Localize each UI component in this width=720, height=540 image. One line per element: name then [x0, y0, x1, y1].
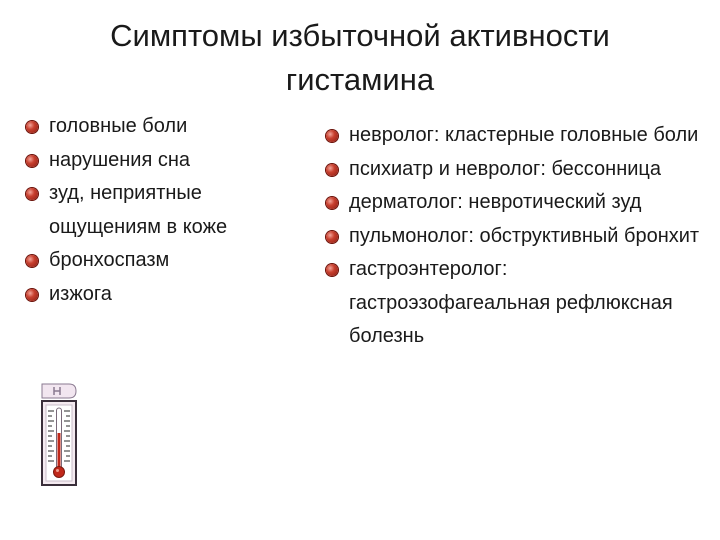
- list-item: [26, 144, 296, 178]
- bullet-icon: [26, 155, 38, 167]
- list-item-text: гастроэнтеролог: гастроэзофагеальная рефлюксная болезнь: [349, 258, 673, 347]
- symptoms-list: [26, 110, 296, 311]
- list-item: [26, 244, 296, 278]
- list-item: [326, 153, 711, 187]
- list-item-text: головные боли: [49, 115, 188, 137]
- list-item: [26, 177, 296, 244]
- list-item: [326, 253, 711, 354]
- list-item: [26, 278, 296, 312]
- list-item-text: дерматолог: невротический зуд: [349, 191, 642, 213]
- list-item: [326, 119, 711, 153]
- thermometer-icon: [39, 381, 79, 487]
- bullet-icon: [26, 188, 38, 200]
- list-item: [326, 186, 711, 220]
- bullet-icon: [26, 289, 38, 301]
- bullet-icon: [26, 255, 38, 267]
- list-item-text: невролог: кластерные головные боли: [349, 124, 699, 146]
- list-item-text: психиатр и невролог: бессонница: [349, 157, 661, 180]
- list-item-text: пульмонолог: обструктивный бронхит: [349, 224, 700, 247]
- bullet-icon: [326, 197, 338, 209]
- slide-title: Симптомы избыточной активности гистамина: [110, 18, 610, 97]
- bullet-icon: [326, 164, 338, 176]
- list-item-text: зуд, неприятные ощущениям в коже: [49, 182, 228, 238]
- list-item: [326, 220, 711, 254]
- list-item-text: изжога: [49, 282, 112, 305]
- list-item-text: нарушения сна: [49, 148, 191, 171]
- bullet-icon: [326, 231, 338, 243]
- specialists-list: [326, 119, 711, 354]
- bullet-icon: [26, 121, 38, 133]
- list-item-text: бронхоспазм: [49, 249, 170, 271]
- list-item: [26, 110, 296, 144]
- bullet-icon: [326, 264, 338, 276]
- bullet-icon: [326, 130, 338, 142]
